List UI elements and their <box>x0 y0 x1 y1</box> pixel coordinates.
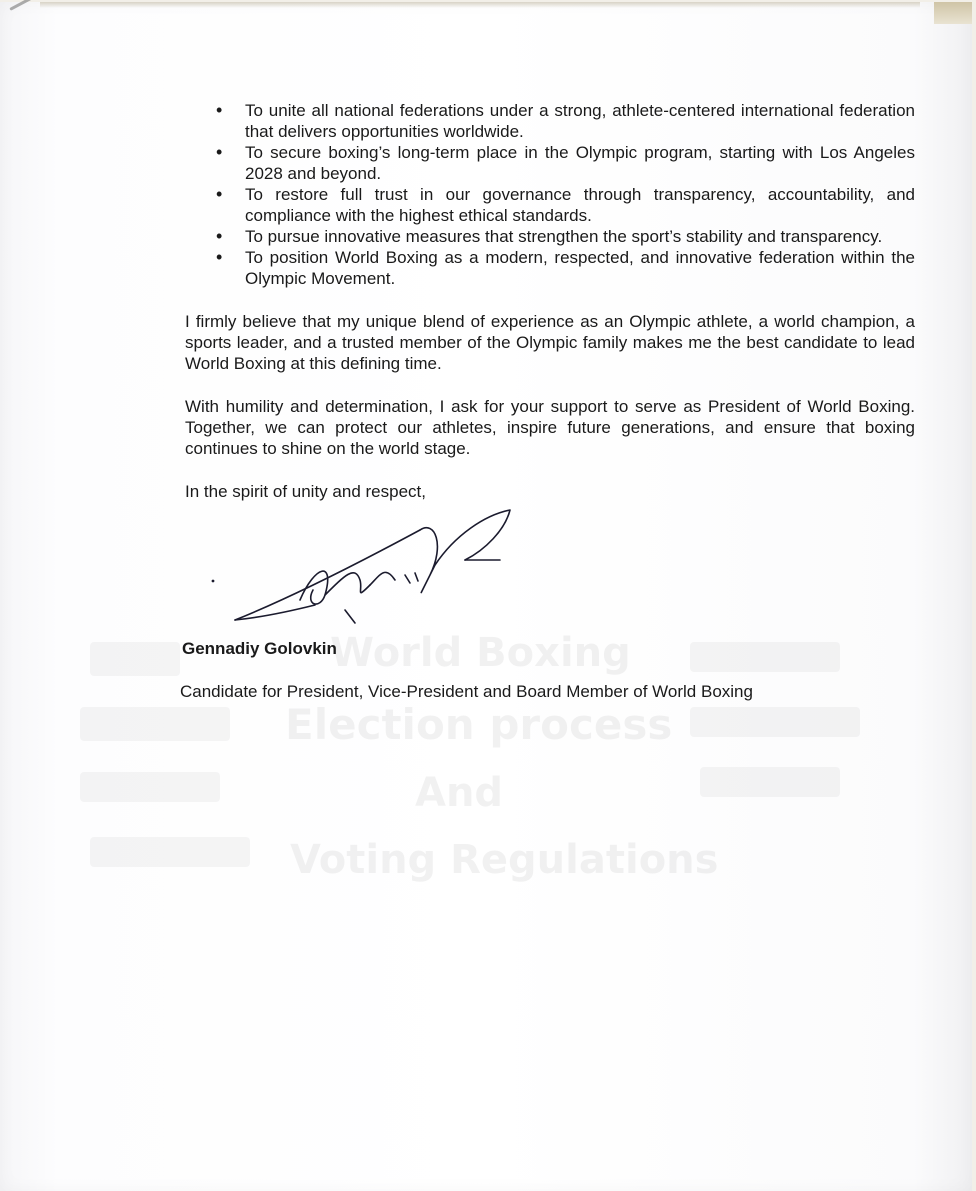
signer-title: Candidate for President, Vice-President and Board Member of World Boxing <box>180 682 753 701</box>
page-top-edge <box>40 2 920 8</box>
list-item-text: To secure boxing’s long-term place in the Olympic program, starting with Los Angeles 2028 and beyond. <box>245 143 915 183</box>
bullet-icon: • <box>216 226 223 246</box>
list-item <box>180 100 915 142</box>
bullet-icon: • <box>216 142 223 162</box>
show-through-text: And <box>415 770 504 816</box>
show-through-block <box>90 837 250 867</box>
show-through-text: World Boxing <box>330 630 631 676</box>
list-item-text: To restore full trust in our governance through transparency, accountability, and compliance with the highest ethical standards. <box>245 185 915 225</box>
show-through-text: Election process <box>285 700 673 749</box>
show-through-text: Voting Regulations <box>290 837 719 883</box>
list-item <box>180 247 915 289</box>
bullet-icon: • <box>216 247 223 267</box>
bullet-icon: • <box>216 100 223 120</box>
list-item <box>180 184 915 226</box>
show-through-block <box>690 707 860 737</box>
paragraph-candidacy: I firmly believe that my unique blend of experience as an Olympic athlete, a world champion, a sports leader, and a trusted member of the Olympic family makes me the best candidate to lead World Boxing at this defining time. <box>185 312 915 373</box>
page-corner <box>934 2 972 24</box>
goals-list <box>180 100 915 289</box>
letter-body <box>180 100 915 502</box>
signer-name: Gennadiy Golovkin <box>182 639 337 658</box>
paragraph-support: With humility and determination, I ask for your support to serve as President of World Boxing. Together, we can protect our athletes, inspire future generations, and ensure that boxing continues to shine on the world stage. <box>185 397 915 458</box>
show-through-block <box>80 707 230 741</box>
list-item <box>180 226 915 247</box>
show-through-block <box>700 767 840 797</box>
handwritten-signature <box>205 505 515 635</box>
show-through-block <box>80 772 220 802</box>
show-through-block <box>690 642 840 672</box>
closing-line: In the spirit of unity and respect, <box>185 482 426 501</box>
show-through-block <box>90 642 180 676</box>
list-item-text: To position World Boxing as a modern, respected, and innovative federation within the Olympic Movement. <box>245 248 915 288</box>
list-item <box>180 142 915 184</box>
list-item-text: To pursue innovative measures that strengthen the sport’s stability and transparency. <box>245 227 883 246</box>
bullet-icon: • <box>216 184 223 204</box>
list-item-text: To unite all national federations under a strong, athlete-centered international federation that delivers opportunities worldwide. <box>245 101 915 141</box>
